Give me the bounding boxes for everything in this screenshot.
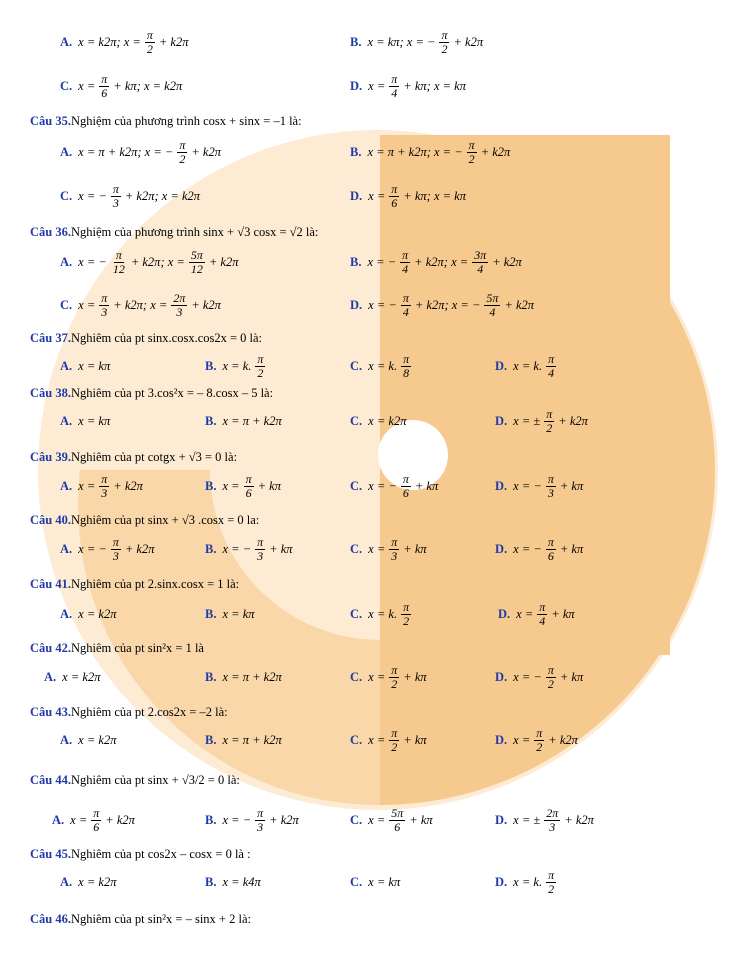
option-b[interactable]: B. x = k4π: [205, 874, 261, 889]
option-d[interactable]: D. x = $\frac{\pi}{6}$ + kπ; x = kπ: [350, 181, 466, 210]
question-40: Câu 40.Nghiêm của pt sinx + √3 .cosx = 0 la:: [30, 513, 260, 527]
option-d[interactable]: D. x = − $\frac{\pi}{6}$ + kπ: [495, 534, 584, 563]
option-c[interactable]: C. x = − $\frac{\pi}{6}$ + kπ: [350, 471, 439, 500]
option-b[interactable]: B. x = kπ: [205, 606, 255, 621]
option-text: x = k2π; x = $\frac{\pi}{2}$ + k2π: [78, 27, 189, 56]
option-d[interactable]: D. x = − $\frac{\pi}{2}$ + kπ: [495, 662, 584, 691]
option-d[interactable]: D. x = ± $\frac{2\pi}{3}$ + k2π: [495, 805, 594, 834]
question-43: Câu 43.Nghiêm của pt 2.cos2x = –2 là:: [30, 705, 228, 719]
question-45: Câu 45.Nghiêm của pt cos2x – cosx = 0 là :: [30, 847, 251, 861]
question-44: Câu 44.Nghiêm của pt sinx + √3/2 = 0 là:: [30, 773, 240, 787]
option-c[interactable]: C. x = $\frac{\pi}{2}$ + kπ: [350, 725, 427, 754]
option-c[interactable]: C. x = $\frac{5\pi}{6}$ + kπ: [350, 805, 433, 834]
question-38: Câu 38.Nghiêm của pt 3.cos²x = – 8.cosx – 5 là:: [30, 386, 274, 400]
option-c[interactable]: C. x = $\frac{\pi}{3}$ + k2π; x = $\frac{2\pi}{3}$ + k2π: [60, 290, 221, 319]
option-d[interactable]: D. x = k. $\frac{\pi}{4}$: [495, 351, 555, 380]
option-d[interactable]: D. x = ± $\frac{\pi}{2}$ + k2π: [495, 406, 588, 435]
option-d[interactable]: D. x = $\frac{\pi}{4}$ + kπ; x = kπ: [350, 71, 466, 100]
option-b[interactable]: B. x = π + k2π: [205, 413, 282, 428]
option-b[interactable]: B. x = − $\frac{\pi}{3}$ + k2π: [205, 805, 299, 834]
question-46: Câu 46.Nghiêm của pt sin²x = – sinx + 2 là:: [30, 912, 251, 926]
option-a[interactable]: A. x = − $\frac{\pi}{3}$ + k2π: [60, 534, 155, 563]
question-41: Câu 41.Nghiêm của pt 2.sinx.cosx = 1 là:: [30, 577, 240, 591]
option-a[interactable]: A. x = k2π; x = $\frac{\pi}{2}$ + k2π: [60, 27, 189, 56]
option-a[interactable]: A. x = $\frac{\pi}{6}$ + k2π: [52, 805, 135, 834]
option-c[interactable]: C. x = k2π: [350, 413, 407, 428]
option-c[interactable]: C. x = $\frac{\pi}{2}$ + kπ: [350, 662, 427, 691]
option-c[interactable]: C. x = k. $\frac{\pi}{8}$: [350, 351, 410, 380]
option-b[interactable]: B. x = k. $\frac{\pi}{2}$: [205, 351, 264, 380]
option-b[interactable]: B. x = $\frac{\pi}{6}$ + kπ: [205, 471, 281, 500]
option-a[interactable]: A. x = k2π: [44, 669, 101, 684]
option-a[interactable]: A. x = π + k2π; x = − $\frac{\pi}{2}$ + k2π: [60, 137, 221, 166]
option-a[interactable]: A. x = kπ: [60, 358, 111, 373]
option-c[interactable]: C. x = k. $\frac{\pi}{2}$: [350, 599, 410, 628]
option-c[interactable]: C. x = kπ: [350, 874, 401, 889]
question-37: Câu 37.Nghiêm của pt sinx.cosx.cos2x = 0 là:: [30, 331, 263, 345]
option-b[interactable]: B. x = − $\frac{\pi}{4}$ + k2π; x = $\frac{3\pi}{4}$ + k2π: [350, 247, 522, 276]
option-d[interactable]: D. x = − $\frac{\pi}{4}$ + k2π; x = − $\frac{5\pi}{4}$ + k2π: [350, 290, 535, 319]
option-c[interactable]: C. x = $\frac{\pi}{6}$ + kπ; x = k2π: [60, 71, 183, 100]
option-b[interactable]: B. x = − $\frac{\pi}{3}$ + kπ: [205, 534, 293, 563]
option-a[interactable]: A. x = k2π: [60, 606, 117, 621]
option-b[interactable]: B. x = π + k2π: [205, 669, 282, 684]
option-d[interactable]: D. x = − $\frac{\pi}{3}$ + kπ: [495, 471, 584, 500]
option-b[interactable]: B. x = kπ; x = − $\frac{\pi}{2}$ + k2π: [350, 27, 484, 56]
option-a[interactable]: A. x = − $\frac{\pi}{12}$ + k2π; x = $\frac{5\pi}{12}$ + k2π: [60, 247, 239, 276]
option-c[interactable]: C. x = − $\frac{\pi}{3}$ + k2π; x = k2π: [60, 181, 201, 210]
option-d[interactable]: D. x = k. $\frac{\pi}{2}$: [495, 867, 555, 896]
option-b[interactable]: B. x = π + k2π; x = − $\frac{\pi}{2}$ + k2π: [350, 137, 511, 166]
option-d[interactable]: D. x = $\frac{\pi}{2}$ + k2π: [495, 725, 578, 754]
question-35: Câu 35.Nghiệm của phương trình cosx + sinx = –1 là:: [30, 114, 302, 128]
option-a[interactable]: A. x = $\frac{\pi}{3}$ + k2π: [60, 471, 143, 500]
option-a[interactable]: A. x = k2π: [60, 874, 117, 889]
question-36: Câu 36.Nghiệm của phương trình sinx + √3 cosx = √2 là:: [30, 225, 319, 239]
option-c[interactable]: C. x = $\frac{\pi}{3}$ + kπ: [350, 534, 427, 563]
option-b[interactable]: B. x = π + k2π: [205, 732, 282, 747]
question-42: Câu 42.Nghiêm của pt sin²x = 1 là: [30, 641, 204, 655]
option-a[interactable]: A. x = kπ: [60, 413, 111, 428]
question-39: Câu 39.Nghiêm của pt cotgx + √3 = 0 là:: [30, 450, 238, 464]
option-d[interactable]: D. x = $\frac{\pi}{4}$ + kπ: [498, 599, 575, 628]
option-a[interactable]: A. x = k2π: [60, 732, 117, 747]
